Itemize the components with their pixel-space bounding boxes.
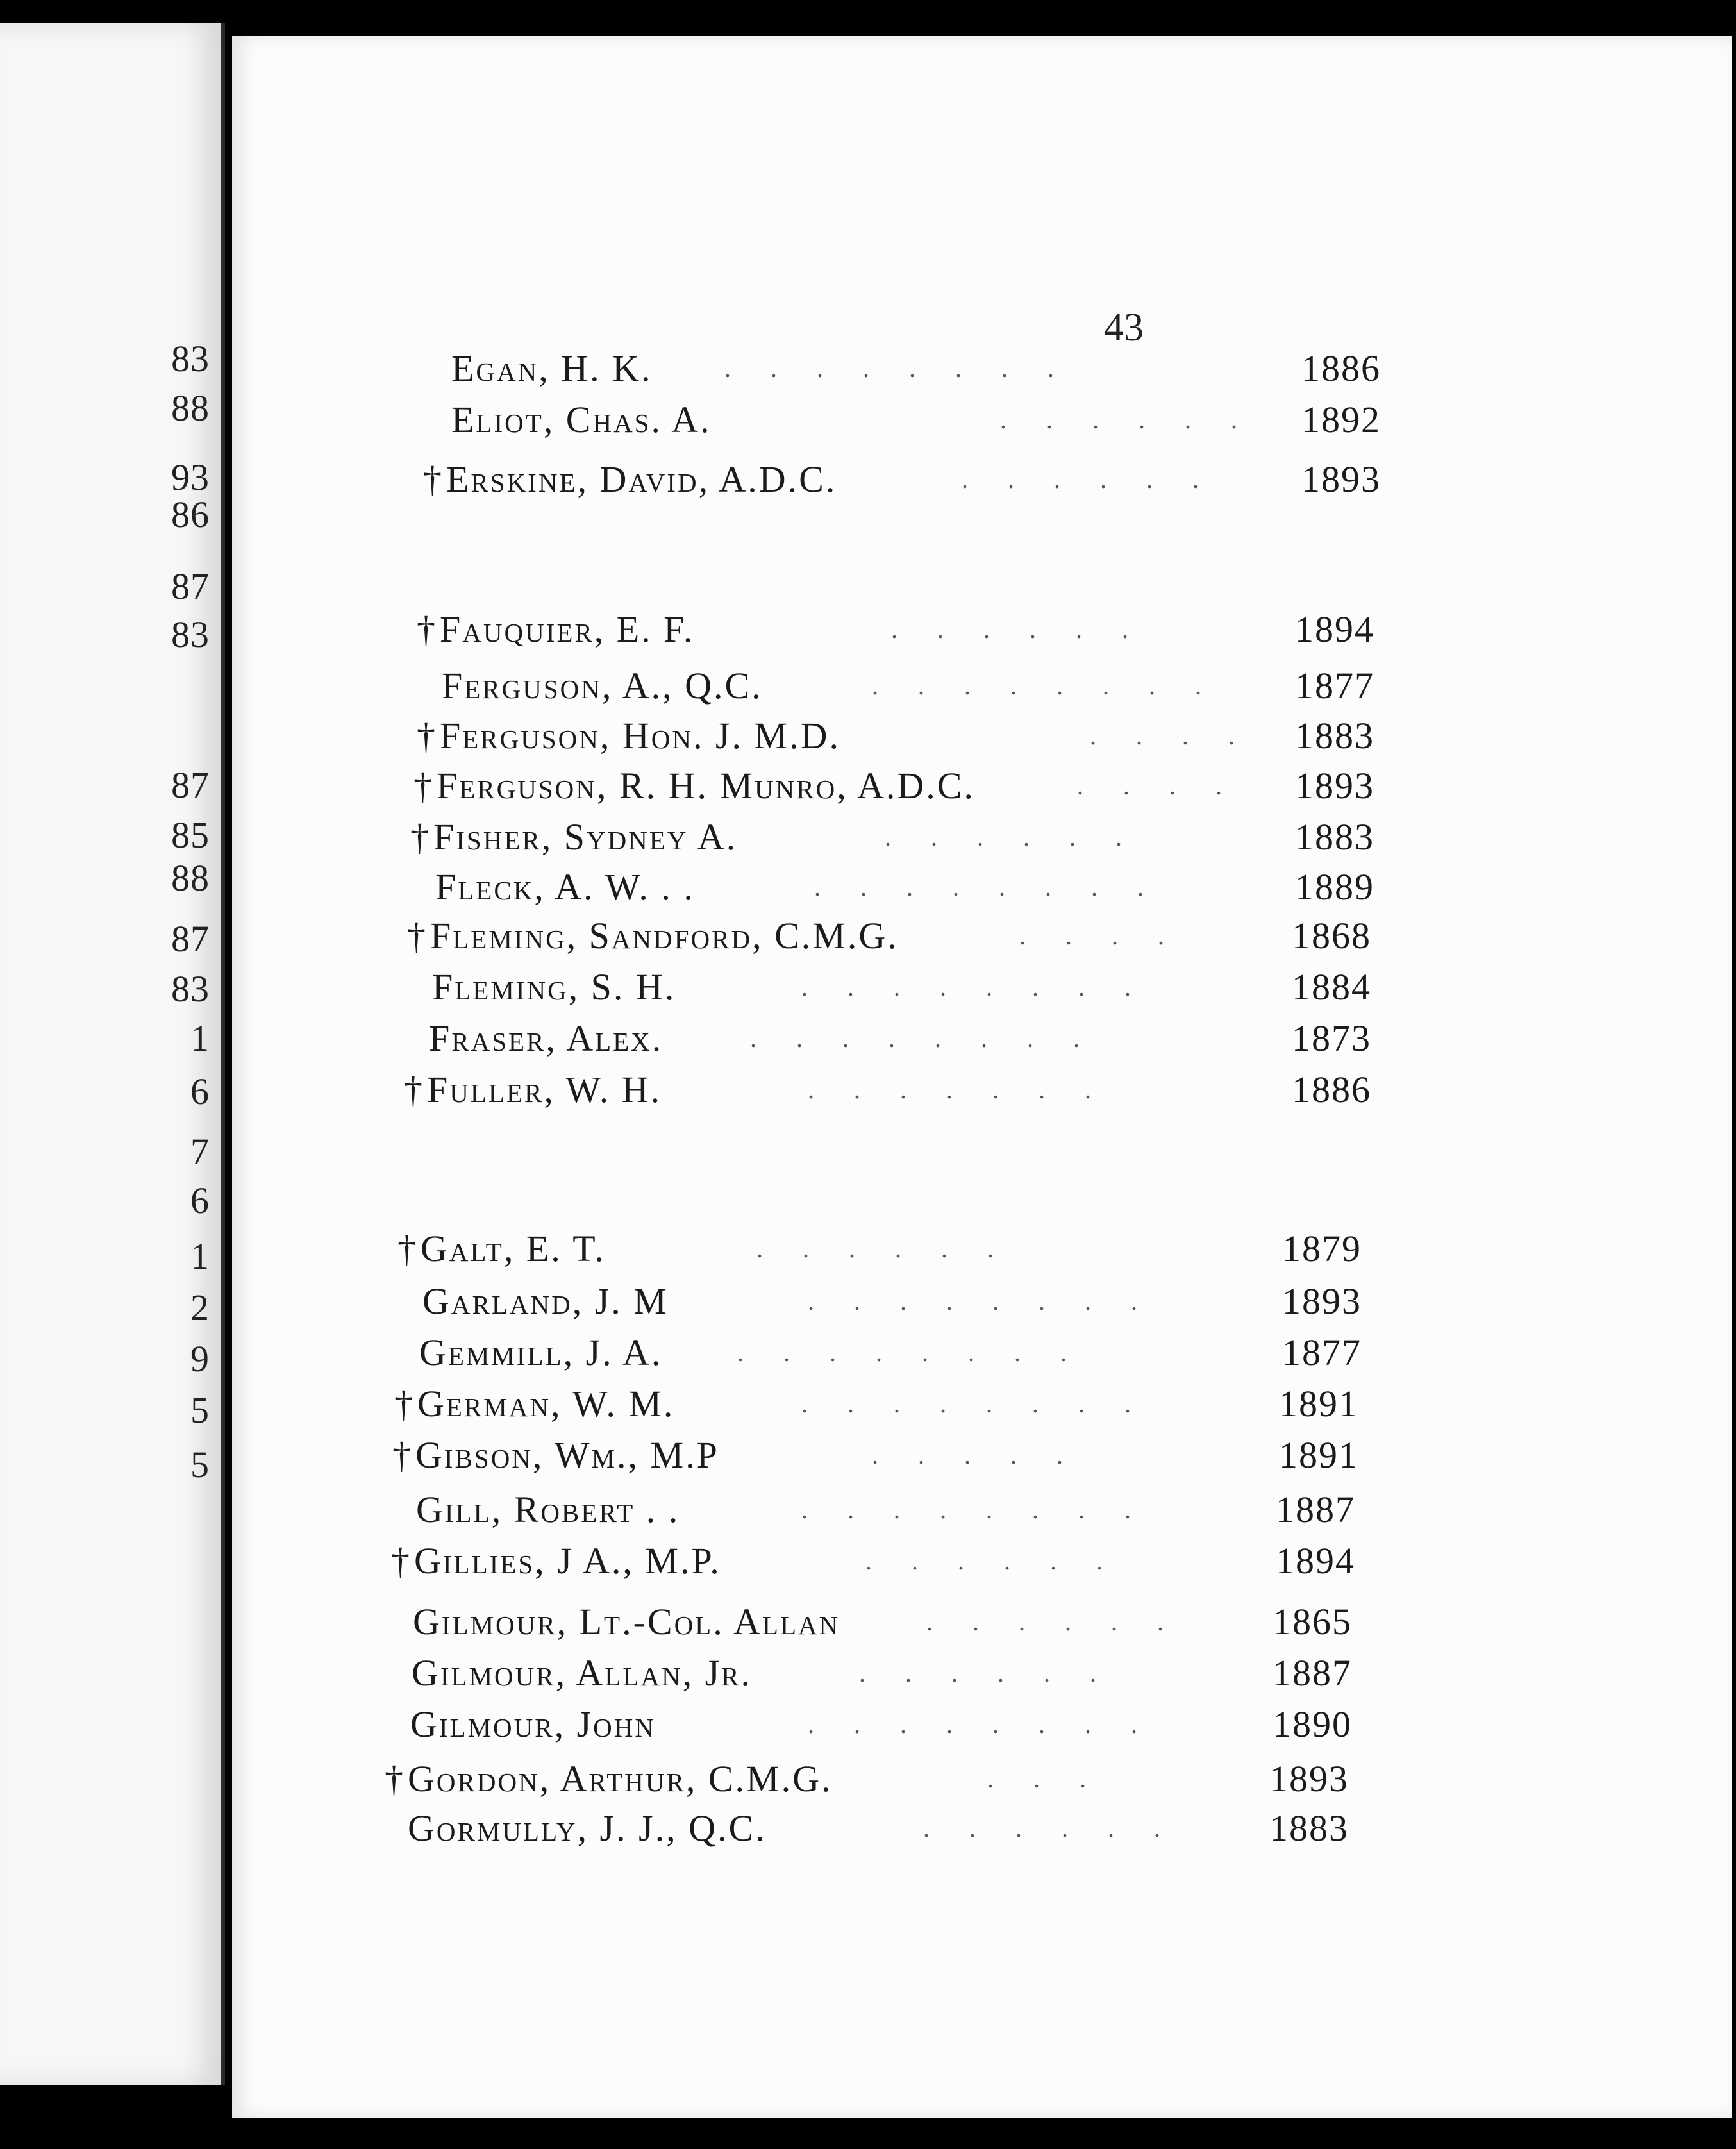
dot-leader: . . . . . . [891, 615, 1145, 644]
member-name: Egan, H. K. [451, 347, 653, 389]
member-entry [0, 1484, 1736, 1535]
dot-leader: . . . . [1090, 721, 1251, 750]
member-name: German, W. M. [417, 1383, 675, 1425]
member-year: 1879 [1282, 1228, 1362, 1269]
dagger-mark: † [392, 1434, 413, 1476]
member-entry [0, 454, 1736, 505]
dagger-mark: † [410, 816, 431, 858]
member-entry [0, 760, 1736, 812]
dot-leader: . . . . . . [885, 823, 1139, 851]
dot-leader: . . . . . . [923, 1814, 1177, 1843]
member-entry [0, 1223, 1736, 1275]
member-year: 1894 [1295, 608, 1374, 650]
member-year: 1877 [1282, 1332, 1362, 1373]
member-name: Galt, E. T. [421, 1228, 606, 1269]
member-year: 1887 [1273, 1652, 1352, 1694]
dot-leader: . . . . . . [962, 465, 1215, 494]
left-page-fragment: 1 [190, 1017, 210, 1059]
left-page-fragment: 7 [190, 1131, 210, 1173]
member-year: 1893 [1269, 1758, 1349, 1800]
dagger-mark: † [417, 608, 437, 650]
dot-leader: . . . . . . [926, 1607, 1180, 1636]
left-page-fragment: 87 [171, 918, 210, 960]
member-name: Gormully, J. J., Q.C. [408, 1807, 767, 1849]
member-year: 1891 [1279, 1383, 1358, 1425]
member-year: 1883 [1269, 1807, 1349, 1849]
left-page-fragment: 6 [190, 1180, 210, 1221]
dot-leader: . . . . . . [756, 1234, 1010, 1263]
member-name: Fleming, S. H. [432, 966, 676, 1008]
member-year: 1883 [1295, 715, 1374, 757]
dagger-mark: † [404, 1069, 424, 1110]
member-year: 1884 [1292, 966, 1371, 1008]
dagger-mark: † [423, 458, 444, 500]
member-entry [0, 1327, 1736, 1378]
left-page-fragment: 2 [190, 1287, 210, 1328]
dagger-mark: † [417, 715, 437, 757]
dot-leader: . . . . . . . . [814, 873, 1160, 901]
left-page-fragment: 5 [190, 1389, 210, 1431]
member-entry [0, 1013, 1736, 1064]
member-entry [0, 1648, 1736, 1699]
dot-leader: . . . . . . [1000, 405, 1254, 434]
left-page-fragment: 6 [190, 1071, 210, 1112]
member-entry [0, 1535, 1736, 1587]
member-year: 1886 [1301, 347, 1381, 389]
member-entry [0, 604, 1736, 655]
dot-leader: . . . . . [872, 1441, 1080, 1469]
member-entry [0, 1699, 1736, 1750]
member-year: 1883 [1295, 816, 1374, 858]
member-name: Gilmour, Lt.-Col. Allan [413, 1601, 840, 1643]
left-page-fragment: 83 [171, 338, 210, 380]
member-year: 1894 [1276, 1540, 1355, 1582]
dot-leader: . . . . . . . . [808, 1287, 1154, 1316]
member-entry [0, 1753, 1736, 1805]
left-page-fragment: 87 [171, 764, 210, 806]
left-page-fragment: 88 [171, 857, 210, 899]
member-entry [0, 343, 1736, 394]
dot-leader: . . . . . . . . [737, 1338, 1083, 1367]
dot-leader: . . . . . . . . [801, 973, 1148, 1001]
member-entry [0, 910, 1736, 962]
member-year: 1893 [1295, 765, 1374, 807]
member-name: Ferguson, A., Q.C. [442, 665, 763, 707]
member-name: Gibson, Wm., M.P [415, 1434, 719, 1476]
member-name: Gill, Robert . . [416, 1489, 680, 1530]
member-name: Ferguson, R. H. Munro, A.D.C. [437, 765, 975, 807]
dot-leader: . . . . . . . . [801, 1389, 1148, 1418]
member-name: Fraser, Alex. [429, 1017, 664, 1059]
member-year: 1886 [1292, 1069, 1371, 1110]
member-entry [0, 1064, 1736, 1116]
member-name: Eliot, Chas. A. [451, 399, 712, 440]
left-page-fragment: 5 [190, 1444, 210, 1485]
member-year: 1887 [1276, 1489, 1355, 1530]
member-entry [0, 1596, 1736, 1648]
member-name: Garland, J. M [422, 1280, 669, 1322]
dot-leader: . . . . . . [859, 1659, 1113, 1687]
dot-leader: . . . . [1019, 921, 1181, 950]
left-page-fragment: 86 [171, 494, 210, 535]
left-page-fragment: 1 [190, 1235, 210, 1277]
dot-leader: . . . . . . . [808, 1075, 1108, 1104]
member-year: 1893 [1282, 1280, 1362, 1322]
dot-leader: . . . . . . . . [801, 1495, 1148, 1524]
member-name: Gemmill, J. A. [419, 1332, 663, 1373]
left-page-fragment: 93 [171, 456, 210, 498]
member-name: Gordon, Arthur, C.M.G. [408, 1758, 833, 1800]
member-entry [0, 394, 1736, 446]
member-name: Fauquier, E. F. [440, 608, 695, 650]
member-year: 1877 [1295, 665, 1374, 707]
dagger-mark: † [413, 765, 434, 807]
dot-leader: . . . . . . . . [750, 1024, 1096, 1053]
member-name: Fleck, A. W. . . [435, 866, 695, 908]
member-entry [0, 1276, 1736, 1327]
left-page-fragment: 83 [171, 614, 210, 655]
member-year: 1868 [1292, 915, 1371, 957]
left-page-fragment: 9 [190, 1338, 210, 1380]
member-name: Erskine, David, A.D.C. [446, 458, 837, 500]
member-entry [0, 857, 1736, 913]
member-year: 1890 [1273, 1703, 1352, 1745]
dagger-mark: † [391, 1540, 412, 1582]
dot-leader: . . . . . . . . [724, 354, 1071, 383]
member-entry [0, 1378, 1736, 1430]
member-name: Fuller, W. H. [427, 1069, 662, 1110]
dot-leader: . . . . . . . . [872, 671, 1218, 700]
left-page-fragment: 83 [171, 968, 210, 1010]
member-year: 1891 [1279, 1434, 1358, 1476]
dot-leader: . . . [987, 1764, 1103, 1793]
member-year: 1873 [1292, 1017, 1371, 1059]
left-page-fragment: 87 [171, 565, 210, 607]
dot-leader: . . . . [1077, 771, 1239, 800]
member-entry [0, 1803, 1736, 1854]
dagger-mark: † [394, 1383, 415, 1425]
member-name: Fleming, Sandford, C.M.G. [430, 915, 899, 957]
dot-leader: . . . . . . . . [808, 1710, 1154, 1739]
page-number: 43 [1104, 306, 1144, 349]
member-name: Ferguson, Hon. J. M.D. [440, 715, 841, 757]
member-name: Gilmour, John [410, 1703, 656, 1745]
left-page-fragment: 85 [171, 814, 210, 856]
left-page-fragment: 88 [171, 387, 210, 429]
member-entry [0, 710, 1736, 762]
dagger-mark: † [385, 1758, 405, 1800]
member-name: Gillies, J A., M.P. [414, 1540, 721, 1582]
member-year: 1892 [1301, 399, 1381, 440]
member-year: 1889 [1295, 866, 1374, 908]
member-entry [0, 962, 1736, 1013]
member-year: 1893 [1301, 458, 1381, 500]
member-entry [0, 1430, 1736, 1481]
member-name: Fisher, Sydney A. [433, 816, 738, 858]
dagger-mark: † [397, 1228, 418, 1269]
dot-leader: . . . . . . [865, 1546, 1119, 1575]
member-name: Gilmour, Allan, Jr. [412, 1652, 753, 1694]
member-entry [0, 660, 1736, 712]
member-entry [0, 812, 1736, 863]
dagger-mark: † [407, 915, 428, 957]
member-year: 1865 [1273, 1601, 1352, 1643]
